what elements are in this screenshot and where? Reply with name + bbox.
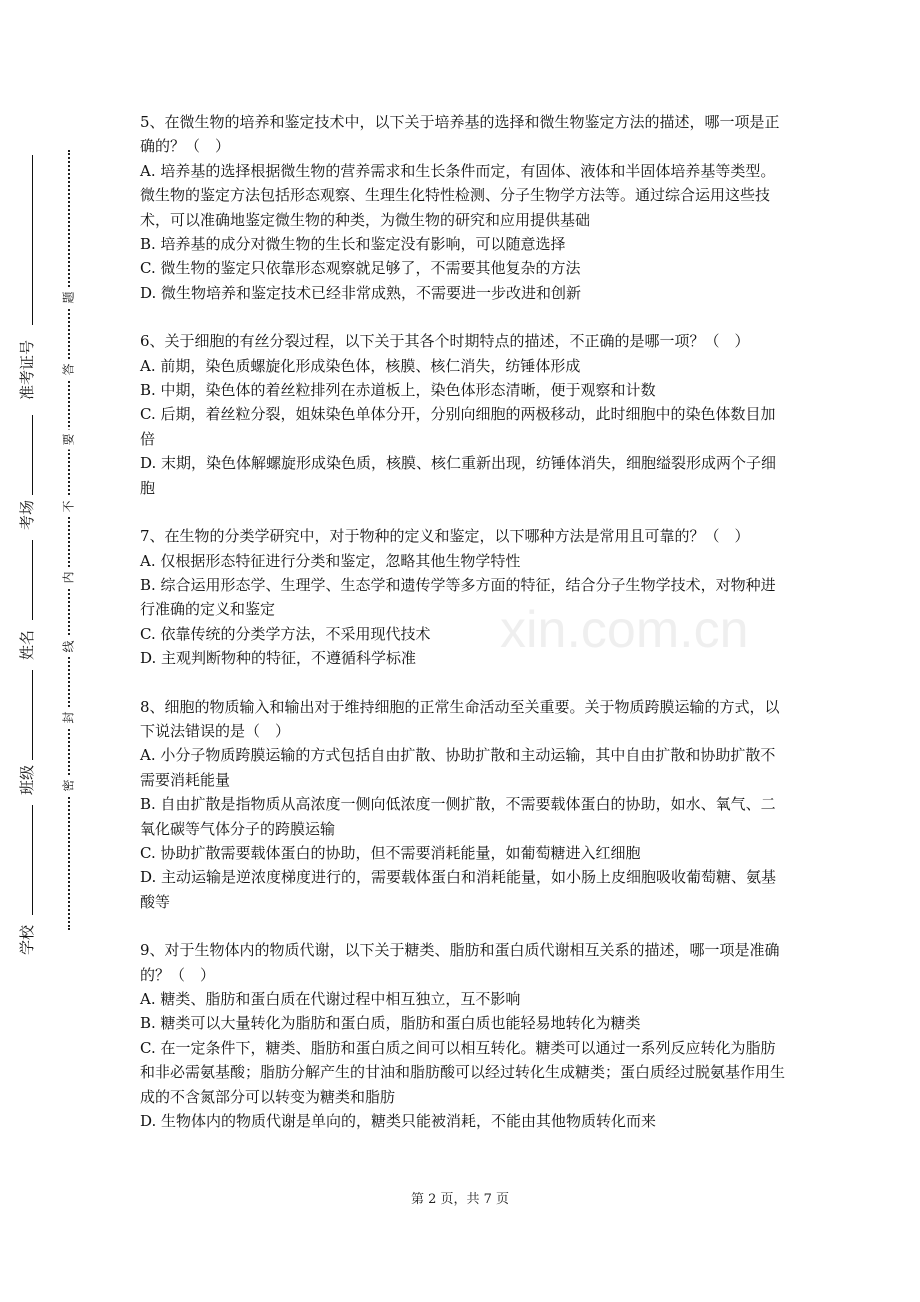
question-8 (140, 695, 790, 915)
line-school (32, 805, 33, 915)
line-exam-number (32, 155, 33, 325)
option-b: B. 糖类可以大量转化为脂肪和蛋白质，脂肪和蛋白质也能轻易地转化为糖类 (140, 1014, 641, 1033)
option-a: A. 培养基的选择根据微生物的营养需求和生长条件而定，有固体、液体和半固体培养基等类型。微生物的鉴定方法包括形态观察、生理生化特性检测、分子生物学方法等。通过综合运用这些技术，可以准确地鉴定微生物的种类，为微生物的研究和应用提供基础 (140, 161, 776, 229)
option-a: A. 仅根据形态特征进行分类和鉴定，忽略其他生物学特性 (140, 551, 521, 570)
option-c: C. 协助扩散需要载体蛋白的协助，但不需要消耗能量，如葡萄糖进入红细胞 (140, 843, 641, 862)
question-stem: 9、对于生物体内的物质代谢，以下关于糖类、脂肪和蛋白质代谢相互关系的描述，哪一项是准确的？（ ） (140, 941, 780, 984)
option-d: D. 主观判断物种的特征，不遵循科学标准 (140, 649, 417, 668)
question-stem: 7、在生物的分类学研究中，对于物种的定义和鉴定，以下哪种方法是常用且可靠的？（ ） (140, 527, 750, 546)
line-name (32, 540, 33, 620)
option-c: C. 在一定条件下，糖类、脂肪和蛋白质之间可以相互转化。糖类可以通过一系列反应转化为脂肪和非必需氨基酸；脂肪分解产生的甘油和脂肪酸可以经过转化生成糖类；蛋白质经过脱氨基作用生成的不含氮部分可以转变为糖类和脂肪 (140, 1038, 786, 1106)
label-class: 班级 (18, 764, 36, 795)
seal-char: 线 (59, 637, 78, 657)
option-b: B. 综合运用形态学、生理学、生态学和遗传学等多方面的特征，结合分子生物学技术，对物种进行准确的定义和鉴定 (140, 575, 776, 619)
seal-char: 题 (59, 288, 78, 308)
label-school: 学校 (18, 924, 36, 955)
option-d: D. 微生物培养和鉴定技术已经非常成熟，不需要进一步改进和创新 (140, 283, 582, 302)
label-exam-room: 考场 (18, 499, 36, 530)
question-stem: 5、在微生物的培养和鉴定技术中，以下关于培养基的选择和微生物鉴定方法的描述，哪一项是正确的？（ ） (140, 113, 780, 156)
question-7 (140, 524, 790, 670)
seal-char: 不 (59, 497, 78, 517)
question-stem: 8、细胞的物质输入和输出对于维持细胞的正常生命活动至关重要。关于物质跨膜运输的方式，以下说法错误的是（ ） (140, 697, 780, 740)
question-stem: 6、关于细胞的有丝分裂过程，以下关于其各个时期特点的描述，不正确的是哪一项？（ ） (140, 332, 750, 351)
option-b: B. 中期，染色体的着丝粒排列在赤道板上，染色体形态清晰，便于观察和计数 (140, 381, 656, 400)
question-5 (140, 110, 790, 305)
option-b: B. 自由扩散是指物质从高浓度一侧向低浓度一侧扩散，不需要载体蛋白的协助，如水、氧气、二氧化碳等气体分子的跨膜运输 (140, 795, 776, 838)
option-c: C. 后期，着丝粒分裂，姐妹染色单体分开，分别向细胞的两极移动，此时细胞中的染色体数目加倍 (140, 405, 776, 448)
option-c: C. 依靠传统的分类学方法，不采用现代技术 (140, 624, 431, 643)
option-d: D. 生物体内的物质代谢是单向的，糖类只能被消耗，不能由其他物质转化而来 (140, 1112, 657, 1131)
watermark: xin.com.cn (500, 601, 749, 659)
option-a: A. 小分子物质跨膜运输的方式包括自由扩散、协助扩散和主动运输，其中自由扩散和协助扩散不需要消耗能量 (140, 746, 776, 789)
question-list (140, 110, 790, 1157)
seal-char: 内 (59, 568, 78, 588)
question-6 (140, 329, 790, 500)
seal-dotted-line (68, 150, 70, 930)
question-9 (140, 938, 790, 1133)
option-d: D. 主动运输是逆浓度梯度进行的，需要载体蛋白和消耗能量，如小肠上皮细胞吸收葡萄糖、氨基酸等 (140, 868, 777, 911)
line-class (32, 670, 33, 760)
option-b: B. 培养基的成分对微生物的生长和鉴定没有影响，可以随意选择 (140, 235, 566, 254)
seal-char: 要 (59, 430, 78, 450)
page-number-footer: 第 2 页，共 7 页 (410, 1192, 510, 1207)
line-exam-room (32, 415, 33, 495)
seal-char: 答 (59, 360, 78, 380)
option-a: A. 糖类、脂肪和蛋白质在代谢过程中相互独立，互不影响 (140, 990, 521, 1008)
label-exam-number: 准考证号 (18, 339, 36, 400)
option-c: C. 微生物的鉴定只依靠形态观察就足够了，不需要其他复杂的方法 (140, 259, 581, 278)
option-d: D. 末期，染色体解螺旋形成染色质，核膜、核仁重新出现，纺锤体消失，细胞缢裂形成两个子细胞 (140, 454, 777, 497)
seal-char: 密 (59, 776, 78, 796)
seal-char: 封 (59, 708, 78, 728)
label-name: 姓名 (18, 629, 36, 660)
option-a: A. 前期，染色质螺旋化形成染色体，核膜、核仁消失，纺锤体形成 (140, 356, 581, 375)
